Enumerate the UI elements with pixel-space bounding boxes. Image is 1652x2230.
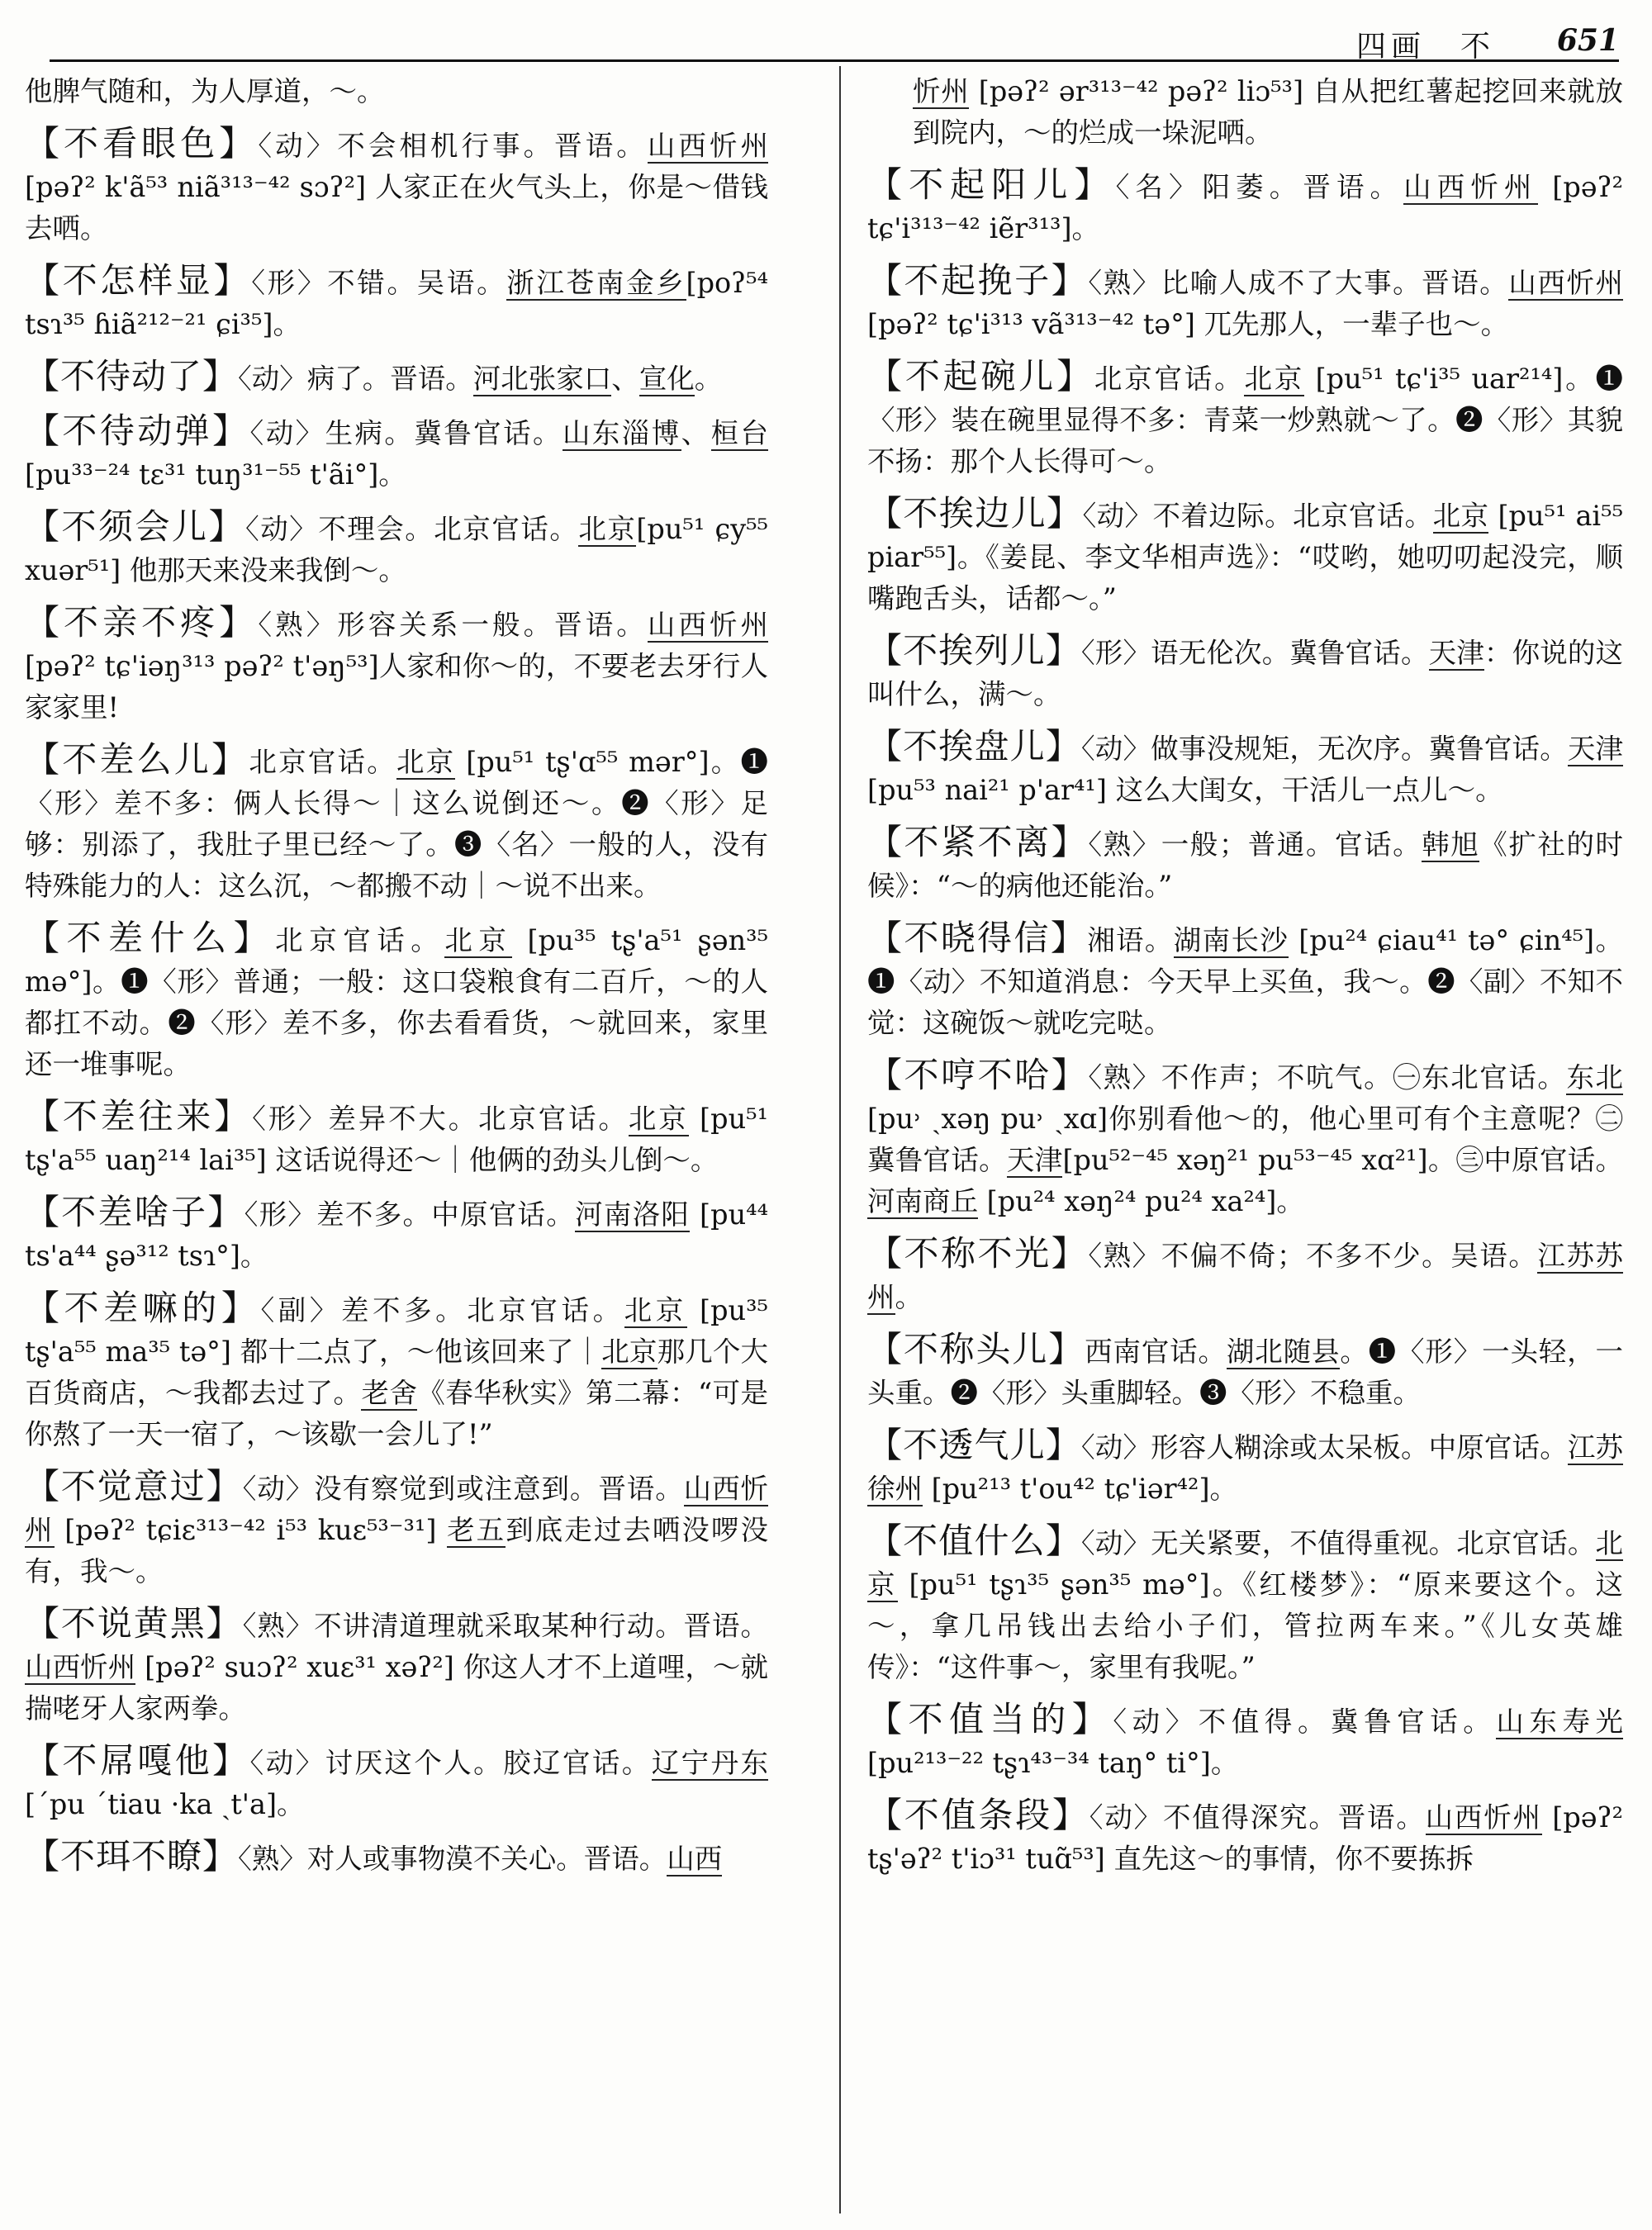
place-name: 北京: [867, 1527, 1623, 1601]
entry-text: [pu⁵²⁻⁴⁵ xəŋ²¹ pu⁵³⁻⁴⁵ xɑ²¹]。㊂中原官话。: [1062, 1144, 1624, 1176]
dictionary-entry: [25, 739, 768, 907]
entry-headword: 【不挨盘儿】: [867, 726, 1081, 766]
dictionary-entry: [867, 1425, 1623, 1510]
entry-headword: 【不紧不离】: [867, 822, 1089, 862]
entry-headword: 【不起阳儿】: [867, 164, 1116, 205]
entry-headword: 【不称不光】: [867, 1233, 1089, 1274]
dictionary-entry: [25, 1466, 768, 1592]
entry-text: [pu²¹³⁻²² tʂɿ⁴³⁻³⁴ taŋ° ti°]。: [867, 1747, 1239, 1779]
entry-text: 。: [895, 1281, 923, 1313]
place-name: 山西: [667, 1843, 723, 1875]
dictionary-entry: [867, 1795, 1623, 1880]
entry-headword: 【不称头儿】: [867, 1329, 1085, 1369]
entry-headword: 【不须会儿】: [25, 506, 246, 547]
dictionary-entry: [25, 1603, 768, 1729]
entry-text: 北京官话。: [275, 924, 445, 956]
entry-text: [pu⁵¹ tʂ'a⁵⁵ uaŋ²¹⁴ lai³⁵] 这话说得还～｜他俩的劲头儿倒～。: [25, 1103, 769, 1176]
place-name: 天津: [1006, 1144, 1063, 1176]
entry-text: [pu²⁴ xəŋ²⁴ pu²⁴ xa²⁴]。: [978, 1185, 1304, 1217]
place-name: 山西忻州: [647, 130, 768, 162]
place-name: 东北: [1566, 1061, 1623, 1094]
dictionary-entry: [25, 602, 768, 728]
entry-headword: 【不值条段】: [867, 1795, 1089, 1835]
dictionary-entry: [25, 260, 768, 345]
place-name: 天津: [1428, 637, 1484, 669]
entry-headword: 【不觉意过】: [25, 1466, 243, 1506]
entry-headword: 【不怎样显】: [25, 260, 252, 301]
dictionary-entry: [25, 1192, 768, 1277]
column-divider: [839, 66, 841, 2213]
entry-headword: 【不差什么】: [25, 918, 276, 958]
place-name: 韩旭: [1422, 828, 1480, 861]
entry-text: [ˊpu ˊtiau ·ka ˏt'a]。: [25, 1788, 305, 1820]
place-name: 浙江苍南金乡: [506, 267, 686, 299]
dictionary-entry: [25, 410, 768, 496]
entry-text: 〈动〉不理会。北京官话。: [245, 513, 579, 545]
entry-headword: 【不透气儿】: [867, 1425, 1081, 1465]
dictionary-entry: [25, 918, 768, 1085]
place-name: 河北张家口: [472, 363, 612, 395]
place-name: 河南洛阳: [575, 1198, 691, 1231]
left-column: [25, 71, 768, 1891]
dictionary-entry: [867, 726, 1623, 811]
place-name: 山东淄博: [562, 417, 681, 449]
dictionary-entry: [867, 164, 1623, 249]
entry-headword: 【不待动了】: [25, 356, 239, 396]
page-header: [50, 23, 1619, 64]
entry-text: [pu⁴⁴ ts'a⁴⁴ ʂə³¹² tsɿ°]。: [25, 1198, 769, 1272]
entry-text: 〈熟〉不讲清道理就采取某种行动。晋语。: [242, 1610, 768, 1642]
place-name: 忻州: [913, 75, 970, 107]
place-name: 江苏徐州: [867, 1431, 1624, 1505]
entry-text: 〈副〉差不多。北京官话。: [260, 1294, 624, 1326]
place-name: 河南商丘: [867, 1185, 978, 1217]
entry-text: [pu⁵¹ tʂɿ³⁵ ʂən³⁵ mə°]。《红楼梦》：“原来要这个。这～，拿几吊钱出去给小子们，管拉两车来。”《儿女英雄传》：“这件事～，家里有我呢。”: [867, 1568, 1624, 1683]
place-name: 辽宁丹东: [651, 1747, 769, 1779]
place-name: 北京: [1244, 363, 1305, 395]
entry-headword: 【不哼不哈】: [867, 1055, 1089, 1095]
entry-text: 〈动〉不值得。冀鲁官话。: [1113, 1706, 1497, 1738]
entry-headword: 【不值什么】: [867, 1521, 1081, 1561]
dictionary-entry: [25, 123, 768, 249]
entry-text: 。❶〈形〉一头轻，一头重。❷〈形〉头重脚轻。❸〈形〉不稳重。: [867, 1336, 1624, 1409]
entry-text: 〈动〉形容人糊涂或太呆板。中原官话。: [1080, 1431, 1568, 1464]
entry-text: 到底走过去哂没啰没有，我～。: [25, 1514, 769, 1587]
place-name: 山西忻州: [1508, 267, 1623, 299]
entry-text: 〈动〉讨厌这个人。胶辽官话。: [249, 1747, 652, 1779]
place-name: 江苏苏州: [867, 1240, 1623, 1313]
entry-headword: 【不说黄黑】: [25, 1603, 243, 1644]
place-name: 宣化: [638, 363, 695, 395]
dictionary-entry: [867, 260, 1623, 345]
place-name: 山西忻州: [647, 609, 768, 641]
entry-text: [pəʔ² tʂ'əʔ² t'iɔ³¹ tuɑ̃⁵³] 直先这～的事情，你不要拣拆: [867, 1801, 1624, 1875]
place-name: 山西忻州: [25, 1473, 768, 1546]
dictionary-entry: [25, 506, 768, 591]
entry-text: 〈熟〉不作声；不吭气。㊀东北官话。: [1088, 1061, 1567, 1094]
dictionary-entry: [25, 71, 768, 112]
entry-text: [pu²⁴ ɕiau⁴¹ tə° ɕin⁴⁵]。❶〈动〉不知道消息：今天早上买鱼，我～。❷〈副〉不知不觉：这碗饭～就吃完哒。: [867, 924, 1623, 1039]
entry-text: 〈动〉病了。晋语。: [238, 363, 473, 395]
place-name: 天津: [1567, 733, 1624, 765]
entry-text: 〈熟〉比喻人成不了大事。晋语。: [1088, 267, 1509, 299]
entry-text: [pəʔ² ər³¹³⁻⁴² pəʔ² liɔ⁵³] 自从把红薯起挖回来就放到院内，～的烂成一垛泥哂。: [913, 75, 1623, 149]
place-name: 山西忻州: [25, 1651, 136, 1683]
entry-text: [pu⁵¹ ai⁵⁵ piar⁵⁵]。《姜昆、李文华相声选》：“哎哟，她叨叨起没完，顺嘴跑舌头，话都～。”: [867, 500, 1624, 614]
entry-text: [pəʔ² tɕ'i³¹³⁻⁴² iẽr³¹³]。: [867, 171, 1624, 244]
place-name: 湖南长沙: [1173, 924, 1289, 956]
entry-text: 他脾气随和，为人厚道，～。: [25, 75, 385, 107]
dictionary-entry: [867, 630, 1623, 715]
entry-text: [pəʔ² tɕ'i³¹³ vã³¹³⁻⁴² tə°] 兀先那人，一辈子也～。: [867, 308, 1509, 340]
entry-text: 〈形〉不错。吴语。: [251, 267, 507, 299]
entry-text: [pu⁵¹ tʂ'ɑ⁵⁵ mər°]。❶〈形〉差不多：俩人长得～｜这么说倒还～。❷〈形〉足够：别添了，我肚子里已经～了。❸〈名〉一般的人，没有特殊能力的人：这么沉，～都搬不动｜～说不出来。: [25, 746, 768, 902]
place-name: 北京: [628, 1103, 689, 1135]
entry-text: [pu³⁵ tʂ'a⁵⁵ ma³⁵ tə°] 都十二点了，～他该回来了｜: [25, 1294, 768, 1368]
entry-text: [pu³⁵ tʂ'a⁵¹ ʂən³⁵ mə°]。❶〈形〉普通；一般：这口袋粮食有二百斤，～的人都扛不动。❷〈形〉差不多，你去看看货，～就回来，家里还一堆事呢。: [25, 924, 768, 1080]
entry-text: [pəʔ² tɕ'iəŋ³¹³ pəʔ² t'əŋ⁵³]人家和你～的，不要老去牙行人家家里!: [25, 650, 768, 724]
place-name: 山东寿光: [1496, 1706, 1624, 1738]
entry-text: 〈动〉不会相机行事。晋语。: [258, 130, 648, 162]
entry-text: [poʔ⁵⁴ tsɿ³⁵ ɦiã²¹²⁻²¹ ɕi³⁵]。: [25, 267, 769, 340]
entry-text: 〈熟〉对人或事物漠不关心。晋语。: [238, 1843, 667, 1875]
entry-text: 湘语。: [1087, 924, 1174, 956]
section-title: 四画 不: [1355, 30, 1495, 64]
entry-headword: 【不挨列儿】: [867, 630, 1081, 671]
place-name: 北京: [578, 513, 637, 545]
dictionary-entry: [867, 493, 1623, 619]
entry-text: 那几个大百货商店，～我都去过了。: [25, 1336, 769, 1409]
entry-text: [pəʔ² suɔʔ² xuɛ³¹ xəʔ²] 你这人才不上道哩，～就揣咾牙人家两拳。: [25, 1651, 768, 1725]
header-rule: [50, 59, 1619, 62]
entry-text: 〈动〉不值得深究。晋语。: [1089, 1801, 1426, 1834]
entry-text: 北京官话。: [1094, 363, 1245, 395]
entry-headword: 【不差往来】: [25, 1096, 253, 1136]
place-name: 北京: [601, 1336, 657, 1368]
dictionary-entry: [25, 1836, 768, 1880]
entry-text: ：你说的这叫什么，满～。: [867, 637, 1624, 710]
entry-text: 西南官话。: [1085, 1336, 1227, 1368]
entry-text: 《扩社的时候》：“～的病他还能治。”: [867, 828, 1624, 902]
entry-headword: 【不值当的】: [867, 1699, 1113, 1739]
entry-text: 、: [611, 363, 639, 395]
dictionary-entry: [867, 1233, 1623, 1318]
entry-headword: 【不晓得信】: [867, 918, 1088, 958]
entry-headword: 【不看眼色】: [25, 123, 259, 164]
dictionary-entry: [867, 918, 1623, 1044]
place-name: 山西忻州: [1403, 171, 1538, 203]
place-name: 山西忻州: [1425, 1801, 1542, 1834]
entry-headword: 【不屌嘎他】: [25, 1740, 250, 1781]
entry-text: 北京官话。: [249, 746, 396, 778]
entry-headword: 【不珥不瞭】: [25, 1836, 239, 1877]
page-number: 651: [1556, 23, 1619, 58]
entry-text: 〈熟〉形容关系一般。晋语。: [258, 609, 648, 641]
entry-text: [pu⁵¹ tɕ'i³⁵ uar²¹⁴]。❶〈形〉装在碗里显得不多：青菜一炒熟就～了。❷〈形〉其貌不扬：那个人长得可～。: [867, 363, 1624, 477]
entry-text: 〈熟〉不偏不倚；不多不少。吴语。: [1088, 1240, 1538, 1272]
place-name: 北京: [1432, 500, 1489, 532]
place-name: 北京: [444, 924, 513, 956]
dictionary-entry: [867, 1521, 1623, 1688]
entry-text: 〈动〉没有察觉到或注意到。晋语。: [242, 1473, 684, 1505]
entry-headword: 【不起碗儿】: [867, 356, 1094, 396]
entry-text: [pu⁵¹ ɕy⁵⁵ xuər⁵¹] 他那天来没来我倒～。: [25, 513, 768, 586]
dictionary-entry: [25, 1096, 768, 1181]
entry-headword: 【不差嘛的】: [25, 1288, 261, 1328]
dictionary-entry: [867, 1329, 1623, 1414]
entry-text: [pu⁵³ nai²¹ p'ar⁴¹] 这么大闺女，干活儿一点儿～。: [867, 774, 1503, 806]
dictionary-entry: [25, 356, 768, 400]
dictionary-entry: [867, 1699, 1623, 1784]
place-name: 北京: [396, 746, 456, 778]
entry-headword: 【不挨边儿】: [867, 493, 1083, 534]
place-name: 北京: [624, 1294, 687, 1326]
dictionary-entry: [867, 822, 1623, 907]
entry-headword: 【不起挽子】: [867, 260, 1089, 301]
entry-text: 〈熟〉一般；普通。官话。: [1088, 828, 1422, 861]
entry-text: 〈形〉差异不大。北京官话。: [252, 1103, 629, 1135]
right-column: [867, 71, 1623, 1891]
entry-text: 《春华秋实》第二幕：“可是你熬了一天一宿了，～该歇一会儿了!”: [25, 1377, 769, 1450]
entry-headword: 【不待动弹】: [25, 410, 250, 451]
entry-text: [pu²¹³ t'ou⁴² tɕ'iər⁴²]。: [923, 1473, 1238, 1505]
entry-text: 〈名〉阳萎。晋语。: [1115, 171, 1404, 203]
entry-text: [pəʔ² tɕiɛ³¹³⁻⁴² i⁵³ kuɛ⁵³⁻³¹]: [54, 1514, 448, 1546]
dictionary-entry: [867, 356, 1623, 482]
place-name: 老舍: [361, 1377, 418, 1409]
entry-headword: 【不差啥子】: [25, 1192, 244, 1232]
dictionary-entry: [867, 1055, 1623, 1222]
entry-text: [pəʔ² k'ã⁵³ niã³¹³⁻⁴² sɔʔ²] 人家正在火气头上，你是～借钱去哂。: [25, 171, 768, 244]
dictionary-entry: [867, 71, 1623, 154]
entry-text: [pu˒ ˏxəŋ pu˒ ˏxɑ]你别看他～的，他心里可有个主意呢？㊁冀鲁官话。: [867, 1103, 1623, 1176]
entry-text: 〈动〉无关紧要，不值得重视。北京官话。: [1080, 1527, 1596, 1559]
entry-text: [pu³³⁻²⁴ tɛ³¹ tuŋ³¹⁻⁵⁵ t'ãi°]。: [25, 458, 406, 491]
entry-text: 。: [694, 363, 723, 395]
entry-headword: 【不亲不疼】: [25, 602, 259, 643]
entry-text: 〈形〉语无伦次。冀鲁官话。: [1080, 637, 1429, 669]
place-name: 老五: [447, 1514, 506, 1546]
entry-text: 〈形〉差不多。中原官话。: [244, 1198, 576, 1231]
place-name: 湖北随县: [1226, 1336, 1341, 1368]
place-name: 桓台: [710, 417, 769, 449]
entry-headword: 【不差么儿】: [25, 739, 249, 780]
entry-text: 〈动〉不着边际。北京官话。: [1082, 500, 1433, 532]
dictionary-entry: [25, 1740, 768, 1825]
entry-text: 、: [681, 417, 711, 449]
entry-text: 〈动〉做事没规矩，无次序。冀鲁官话。: [1080, 733, 1568, 765]
dictionary-entry: [25, 1288, 768, 1455]
entry-text: 〈动〉生病。冀鲁官话。: [249, 417, 563, 449]
